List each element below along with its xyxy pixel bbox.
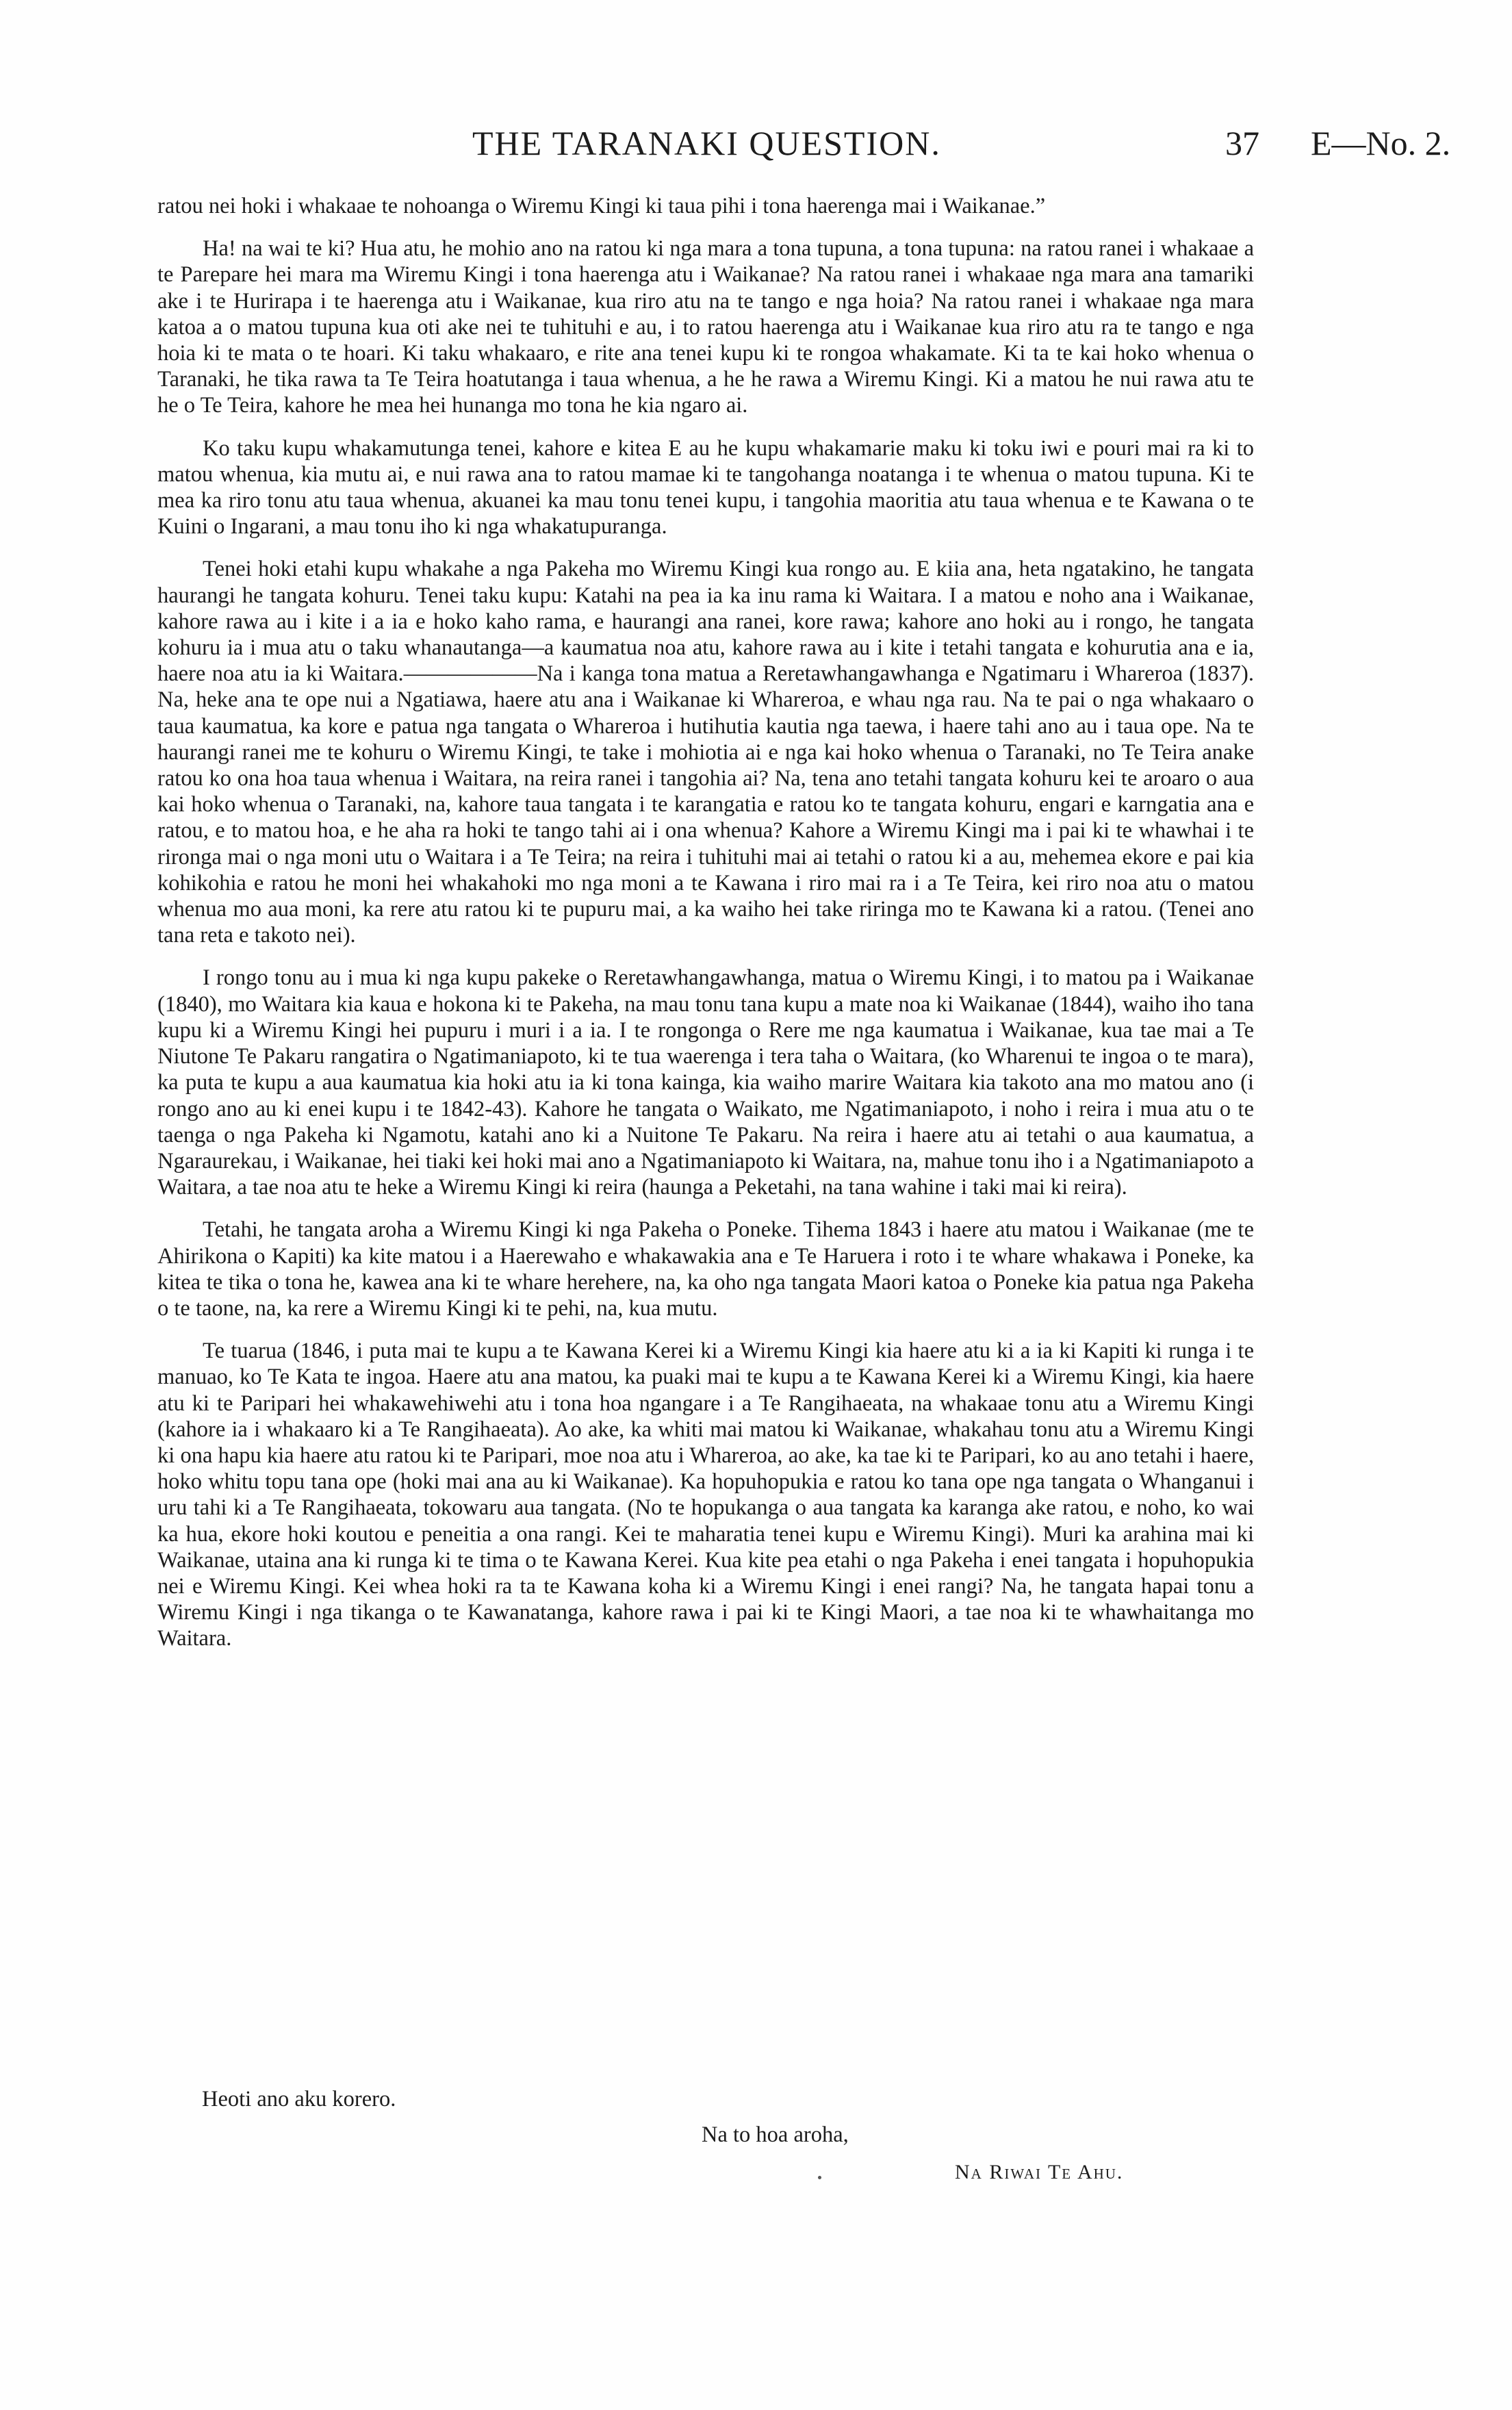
closing-line: Heoti ano aku korero. xyxy=(202,2087,396,2111)
page-number: 37 xyxy=(1225,124,1259,162)
page-header xyxy=(0,123,1512,171)
document-reference: E—No. 2. xyxy=(1311,124,1451,162)
paragraph: Te tuarua (1846, i puta mai te kupu a te Kawana Kerei ki a Wiremu Kingi kia haere atu ki a ia ki Kapiti ki runga i te manuao, ko Te Kata te ingoa. Haere atu ana matou, ka puaki mai te kupu a te Kawana Kerei ki a Wiremu Kingi, kia haere atu ki te Paripari hei whakawehiwehi atu i tona hoa ngangare i a Te Rangihaeata, na whakaae tonu atu a Wiremu Kingi (kahore ia i whakaaro ki a Te Rangihaeata). Ao ake, ka whiti mai matou ki Waikanae, whakahau tonu atu a Wiremu Kingi ki ona hapu kia haere atu ratou ki te Paripari, moe noa atu i Whareroa, ao ake, ka tae ki te Paripari, ko au ano tetahi i haere, hoko whitu topu tana ope (hoki mai ana au ki Waikanae). Ka hopuhopukia e ratou ko tana ope nga tangata o Whanganui i uru tahi ki a Te Rangihaeata, tokowaru aua tangata. (No te hopukanga o aua tangata ka karanga ake ratou, e noho, ko wai ka hua, ekore hoki koutou e peneitia a ona rangi. Kei te maharatia tenei kupu e Wiremu Kingi). Muri ka arahina mai ki Waikanae, utaina ana ki runga ki te tima o te Kawana Kerei. Kua kite pea etahi o nga Pakeha i enei tangata i hopuhopukia nei e Wiremu Kingi. Kei whea hoki ra ta te Kawana koha ki a Wiremu Kingi i enei rangi? Na, he tangata hapai tonu a Wiremu Kingi i nga tikanga o te Kawanatanga, kahore rawa i pai ki te Kingi Maori, a tae noa ki te whawhaitanga mo Waitara. xyxy=(157,1339,1254,1651)
paragraph: I rongo tonu au i mua ki nga kupu pakeke o Reretawhangawhanga, matua o Wiremu Kingi, i to matou pa i Waikanae (1840), mo Waitara kia kaua e hokona ki te Pakeha, na mau tonu tana kupu a mate noa ki Waikanae (1844), waiho iho tana kupu ki a Wiremu Kingi hei pupuru i muri i a ia. I te rongonga o Rere me nga kaumatua i Waikanae, kua tae mai a Te Niutone Te Pakaru rangatira o Ngatimaniapoto, ki te tua waerenga i tera taha o Waitara, (ko Wharenui te ingoa o te mara), ka puta te kupu a aua kaumatua kia hoki atu ia ki tona kainga, kia waiho marire Waitara kia takoto ana mo matou ano (i rongo ano au ki enei kupu i te 1842-43). Kahore he tangata o Waikato, me Ngatimaniapoto, i noho i reira i mua atu o te taenga o nga Pakeha ki Ngamotu, katahi ano ki a Nuitone Te Pakaru. Na reira i haere atu ai tetahi o aua kaumatua, a Ngaraurekau, i Waikanae, hei tiaki kei hoki mai ano a Ngatimaniapoto ki Waitara, na, mahue tonu iho i a Ngatimaniapoto a Waitara, a tae noa atu te heke a Wiremu Kingi ki reira (haunga a Peketahi, na tana wahine i taki mai ki reira). xyxy=(157,965,1254,1200)
paragraph: Ko taku kupu whakamutunga tenei, kahore e kitea E au he kupu whakamarie maku ki toku iwi e pouri mai ra ki to matou whenua, kia mutu ai, e nui rawa ana to ratou mamae ki te tangohanga noatanga i te whenua o matou tupuna. Ki te mea ka riro tonu atu taua whenua, akuanei ka mau tonu tenei kupu, i tangohia maoritia atu taua whenua e te Kawana o te Kuini o Ingarani, a mau tonu iho ki nga whakatupuranga. xyxy=(157,435,1254,540)
paragraph-continuation: ratou nei hoki i whakaae te nohoanga o Wiremu Kingi ki taua pihi i tona haerenga mai i Waikanae.” xyxy=(157,194,1046,218)
paragraph: Ha! na wai te ki? Hua atu, he mohio ano na ratou ki nga mara a tona tupuna, a tona tupuna: na ratou ranei i whakaae a te Parepare hei mara ma Wiremu Kingi i tona haerenga atu i Waikanae? Na ratou ranei i whakaae nga mara ana tamariki ake i te Hurirapa i te haerenga atu i Waikanae, kua riro atu na te tango e nga hoia? Na ratou ranei i whakaae nga mara katoa a o matou tupuna kua oti ake nei te tuhituhi e au, i to ratou haerenga atu i Waikanae kua riro atu ra te tango e nga hoia ki te mata o te hoari. Ki taku whakaaro, e rite ana tenei kupu ki te rongoa whakamate. Ki ta te kai hoko whenua o Taranaki, he tika rawa ta Te Teira hoatutanga i taua whenua, a he he rawa a Wiremu Kingi. Ki a matou he nui rawa atu te he o Te Teira, kahore he mea hei hunanga mo tona he kia ngaro ai. xyxy=(157,236,1254,418)
body-text xyxy=(157,193,1254,1669)
paragraph: Tetahi, he tangata aroha a Wiremu Kingi ki nga Pakeha o Poneke. Tihema 1843 i haere atu matou i Waikanae (me te Ahirikona o Kapiti) ka kite matou i a Haerewaho e whakawakia ana e Te Haruera i roto i te whare whakawa i Poneke, ka kitea te tika o tona he, kawea ana ki te whare herehere, na, ka oho nga tangata Maori katoa o Poneke kia patua nga Pakeha o te taone, na, ka rere a Wiremu Kingi ki te pehi, na, kua mutu. xyxy=(157,1217,1254,1321)
running-title: THE TARANAKI QUESTION. xyxy=(472,124,941,162)
salutation: Na to hoa aroha, xyxy=(702,2122,849,2147)
paragraph: Tenei hoki etahi kupu whakahe a nga Pakeha mo Wiremu Kingi kua rongo au. E kiia ana, heta ngatakino, he tangata haurangi he tangata kohuru. Tenei taku kupu: Katahi na pea ia ka inu rama ki Waitara. I a matou e noho ana i Waikanae, kahore rawa au i kite i a ia e hoko kaho rama, e haurangi ana ranei, kore rawa; kahore ano hoki au i rongo, he tangata kohuru ia i mua atu o taku whanautanga—a kaumatua noa atu, kahore rawa au i kite i tetahi tangata e kohurutia ana e ia, haere noa atu ia ki Waitara.——————Na i kanga tona matua a Reretawhangawhanga e Ngatimaru i Whareroa (1837). Na, heke ana te ope nui a Ngatiawa, haere atu ana i Waikanae ki Whareroa, e whau nga rau. Na te pai o nga whakaaro o taua kaumatua, ka kore e patua nga tangata o Whareroa i hutihutia kautia nga taewa, i haere tahi ano au i taua ope. Na te haurangi ranei me te kohuru o Wiremu Kingi, te take i mohiotia ai e nga kai hoko whenua o Taranaki, no Te Teira anake ratou ko ona hoa taua whenua i Waitara, na reira ranei i tangohia ai? Na, tena ano tetahi tangata kohuru kei te aroaro o aua kai hoko whenua o Taranaki, na, kahore taua tangata i te karangatia e ratou ko te tangata kohuru, engari e karngatia ana e ratou, e to matou hoa, e he aha ra hoki te tango tahi ai i ona whenua? Kahore a Wiremu Kingi ma i pai ki te whawhai i te rironga mai o nga moni utu o Waitara i a Te Teira; na reira i tuhituhi mai ai tetahi o ratou ki a au, mehemea ekore e pai kia kohikohia e ratou he moni hei whakahoki mo nga moni a te Kawana i riro mai ra i a Te Teira, kei riro noa atu o matou whenua mo aua moni, ka rere atu ratou ki te pupuru mai, a ka waiho hei take riringa mo te Kawana ki a ratou. (Tenei ano tana reta e takoto nei). xyxy=(157,557,1254,948)
ink-dot xyxy=(818,2176,821,2179)
signature: Na Riwai Te Ahu. xyxy=(955,2161,1124,2183)
